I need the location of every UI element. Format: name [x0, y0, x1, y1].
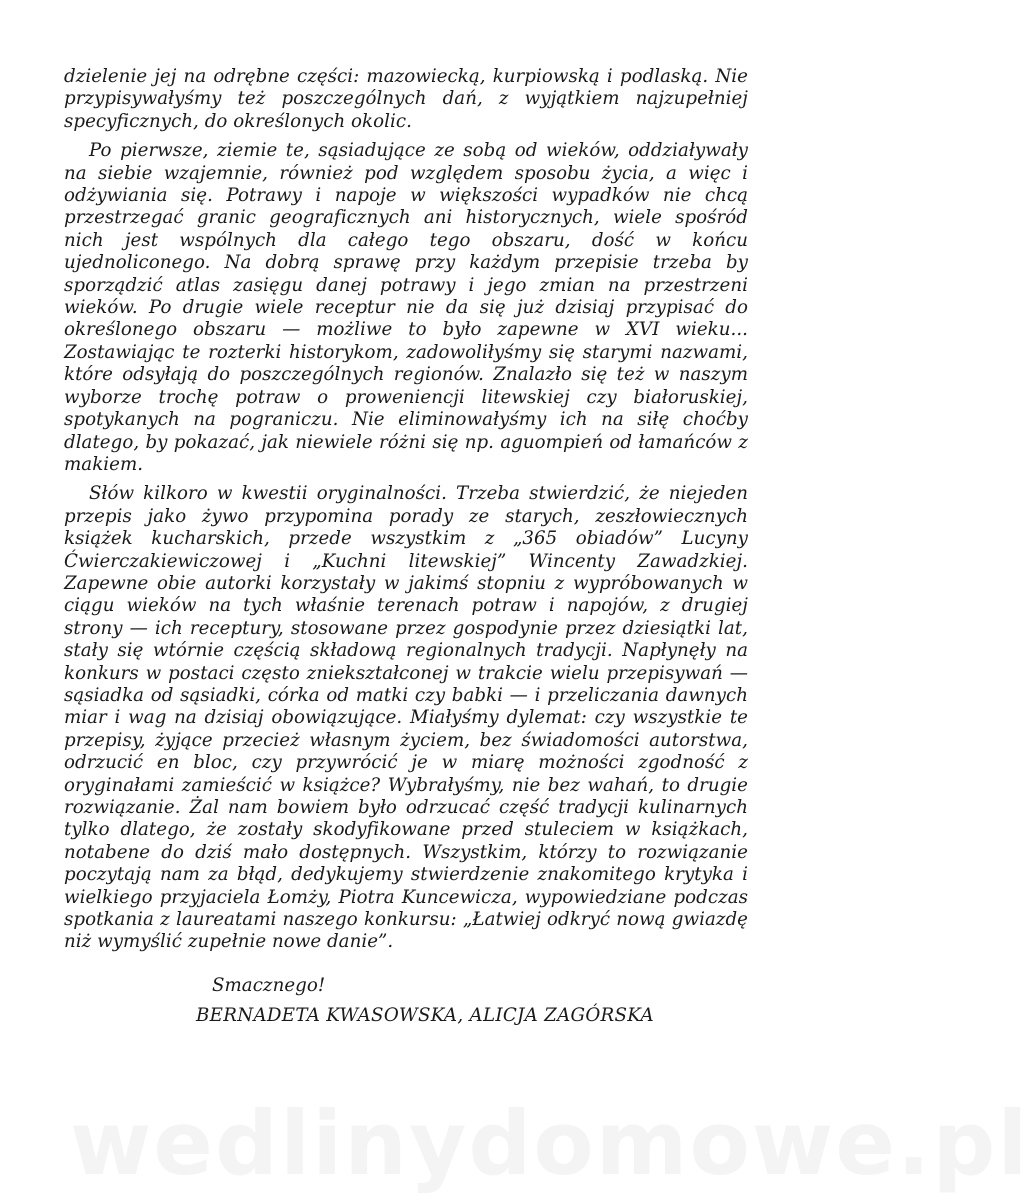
author-signature: BERNADETA KWASOWSKA, ALICJA ZAGÓRSKA — [196, 1005, 654, 1027]
closing-greeting: Smacznego! — [212, 974, 326, 996]
paragraph-originality: Słów kilkoro w kwestii oryginalności. Trzeba stwierdzić, że niejeden przepis jako żywo przypomina porady ze starych, zeszłowiecznych książek kucharskich, przede wszystkim z „365 obiadów” Lucyny Ćwierczakiewiczowej i „Kuchni litewskiej” Wincenty Zawadzkiej. Zapewne obie autorki korzystały w jakimś stopniu z wypróbowanych w ciągu wieków na tych właśnie terenach potraw i napojów, z drugiej strony — ich receptury, stosowane przez gospodynie przez dziesiątki lat, stały się wtórnie częścią składową regionalnych tradycji. Napłynęły na konkurs w postaci często zniekształconej w trakcie wielu przepisywań — sąsiadka od sąsiadki, córka od matki czy babki — i przeliczania dawnych miar i wag na dzisiaj obowiązujące. Miałyśmy dylemat: czy wszystkie te przepisy, żyjące przecież własnym życiem, bez świadomości autorstwa, odrzucić en bloc, czy przywrócić je w miarę możności zgodność z oryginałami zamieścić w książce? Wybrałyśmy, nie bez wahań, to drugie rozwiązanie. Żal nam bowiem było odrzucać część tradycji kulinarnych tylko dlatego, że zostały skodyfikowane przed stuleciem w książkach, notabene do dziś mało dostępnych. Wszystkim, którzy to rozwiązanie poczytają nam za błąd, dedykujemy stwierdzenie znakomitego krytyka i wielkiego przyjaciela Łomży, Piotra Kuncewicza, wypowiedziane podczas spotkania z laureatami naszego konkursu: „Łatwiej odkryć nową gwiazdę niż wymyślić zupełnie nowe danie”. — [64, 483, 748, 953]
paragraph-regions: dzielenie jej na odrębne części: mazowiecką, kurpiowską i podlaską. Nie przypisywałyśmy też poszczególnych dań, z wyjątkiem najzupełniej specyficznych, do określonych okolic. — [64, 66, 748, 132]
paragraph-history: Po pierwsze, ziemie te, sąsiadujące ze sobą od wieków, oddziaływały na siebie wzajemnie, również pod względem sposobu życia, a więc i odżywiania się. Potrawy i napoje w większości wypadków nie chcą przestrzegać granic geograficznych ani historycznych, wiele spośród nich jest wspólnych dla całego tego obszaru, dość w końcu ujednoliconego. Na dobrą sprawę przy każdym przepisie trzeba by sporządzić atlas zasięgu danej potrawy i jego zmian na przestrzeni wieków. Po drugie wiele receptur nie da się już dzisiaj przypisać do określonego obszaru — możliwe to było zapewne w XVI wieku... Zostawiając te rozterki historykom, zadowoliłyśmy się starymi nazwami, które odsyłają do poszczególnych regionów. Znalazło się też w naszym wyborze trochę potraw o prowenienсji litewskiej czy białoruskiej, spotykanych na pograniczu. Nie eliminowałyśmy ich na siłę choćby dlatego, by pokazać, jak niewiele różni się np. aguompień od łamańców z makiem. — [64, 140, 748, 475]
watermark: wedlinydomowe.pl — [70, 1092, 1029, 1195]
book-page — [64, 66, 748, 1028]
